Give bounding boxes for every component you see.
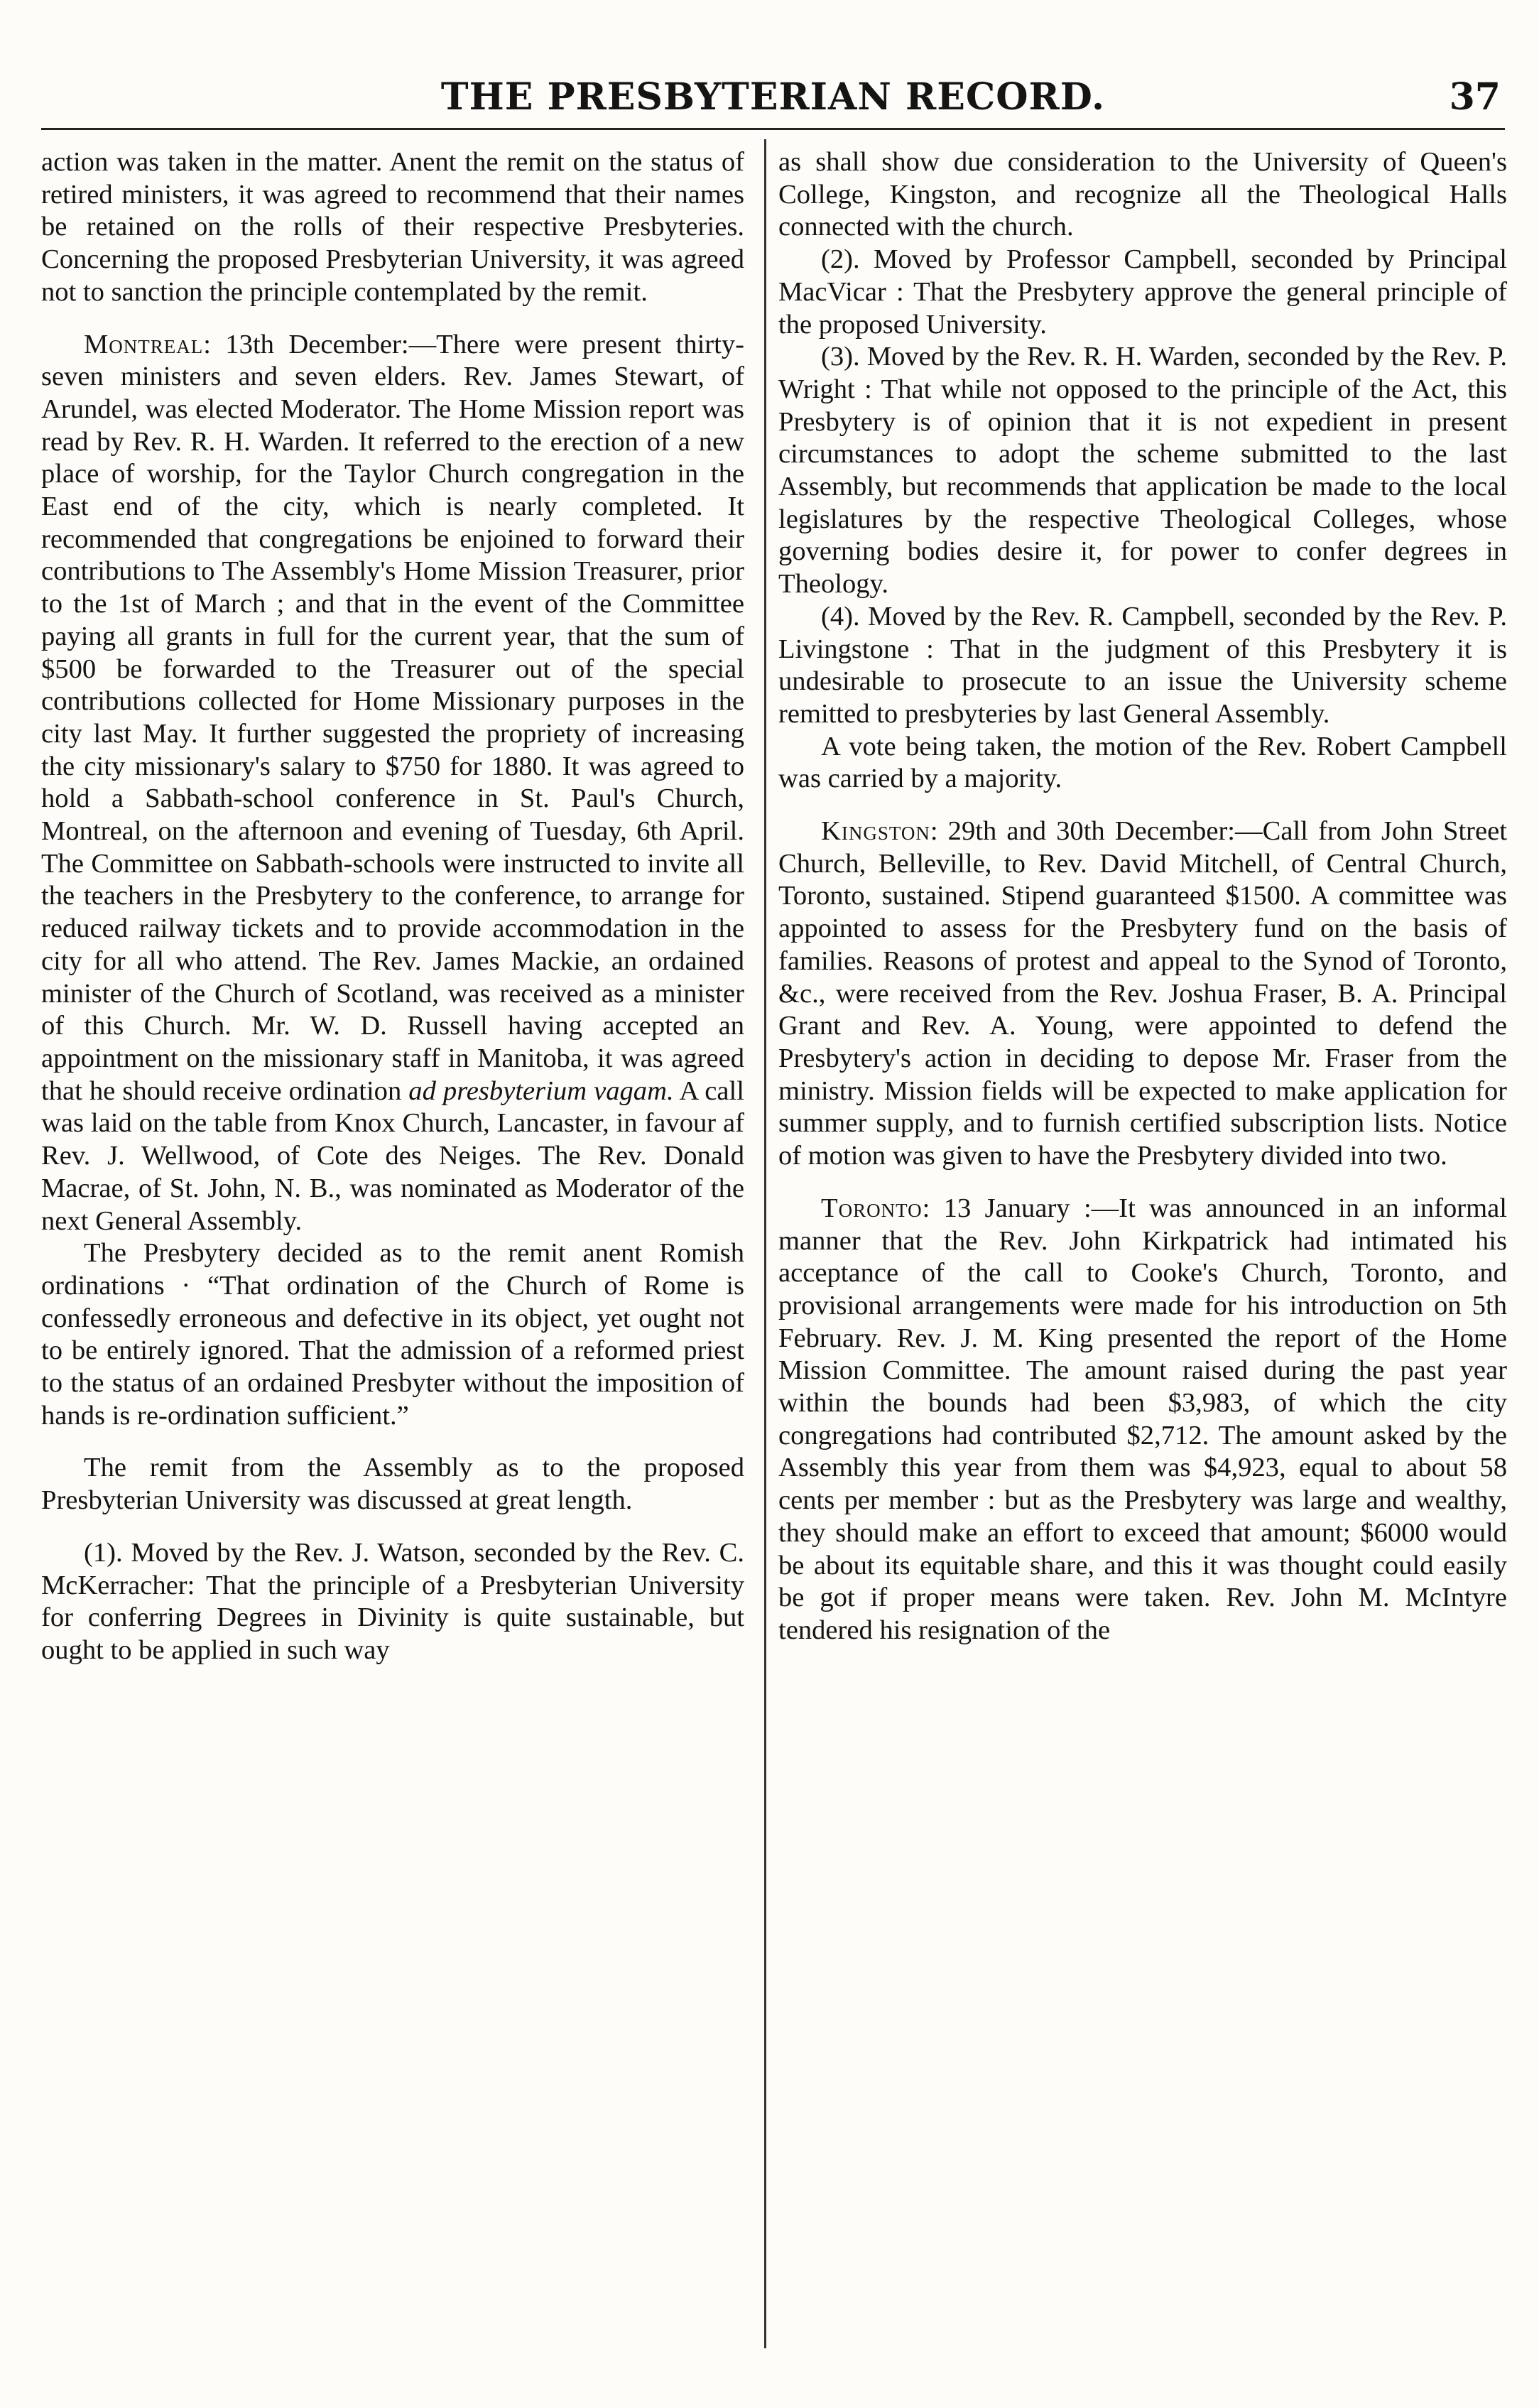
page-number: 37 xyxy=(1449,75,1501,119)
page-header xyxy=(41,71,1505,124)
presbytery-name: Montreal xyxy=(84,329,204,359)
paragraph: as shall show due consideration to the University of Queen's College, Kingston, and recognize all the Theological Halls connected with the church. xyxy=(778,147,1507,242)
paragraph: A vote being taken, the motion of the Rev. Robert Campbell was carried by a majority. xyxy=(778,731,1507,794)
paragraph: (2). Moved by Professor Campbell, seconded by Principal MacVicar : That the Presbytery approve the general principle of the proposed University. xyxy=(778,244,1507,340)
paragraph-text: : 13 January :—It was announced in an informal manner that the Rev. John Kirkpatrick had intimated his acceptance of the call to Cooke's Church, Toronto, and provisional arrangements were made for his introduction on 5th February. Rev. J. M. King presented the report of the Home Mission Committee. The amount raised during the past year within the bounds had been $3,983, of which the city congregations had contributed $2,712. The amount asked by the Assembly this year from them was $4,923, equal to about 58 cents per member : but as the Presbytery was large and wealthy, they should make an effort to exceed that amount; $6000 would be about its equitable share, and this it was thought could easily be got if proper means were taken. Rev. John M. McIntyre tendered his resignation of the xyxy=(778,1193,1507,1645)
paragraph: (3). Moved by the Rev. R. H. Warden, seconded by the Rev. P. Wright : That while not opposed to the principle of the Act, this Presbytery is of opinion that it is not expedient in present circumstances to adopt the scheme submitted to the last Assembly, but recommends that application be made to the local legislatures by the respective Theological Colleges, whose governing bodies desire it, for power to confer degrees in Theology. xyxy=(778,342,1507,600)
paragraph: action was taken in the matter. Anent the remit on the status of retired ministers, it was agreed to recommend that their names be retained on the rolls of their respective Presbyteries. Concerning the proposed Presbyterian University, it was agreed not to sanction the principle contemplated by the remit. xyxy=(41,147,744,307)
presbytery-name: Kingston xyxy=(821,816,930,847)
paragraph: The Presbytery decided as to the remit anent Romish ordinations · “That ordination of the Church of Rome is confessedly erroneous and defective in its object, yet ought not to be entirely ignored. That the admission of a reformed priest to the status of an ordained Presbyter without the imposition of hands is re-ordination sufficient.” xyxy=(41,1238,744,1431)
paragraph-text: : 29th and 30th December:—Call from John Street Church, Belleville, to Rev. David Mitchell, of Central Church, Toronto, sustained. Stipend guaranteed $1500. A committee was appointed to assess for the Presbytery fund on the basis of families. Reasons of protest and appeal to the Synod of Toronto, &c., were received from the Rev. Joshua Fraser, B. A. Principal Grant and Rev. A. Young, were appointed to defend the Presbytery's action in deciding to depose Mr. Fraser from the ministry. Mission fields will be expected to make application for summer supply, and to furnish certified subscription lists. Notice of motion was given to have the Presbytery divided into two. xyxy=(778,816,1507,1171)
presbytery-name: Toronto xyxy=(821,1193,923,1223)
paragraph-montreal xyxy=(41,329,744,1238)
right-column xyxy=(778,146,1507,2355)
paragraph-kingston xyxy=(778,815,1507,1173)
paragraph: (1). Moved by the Rev. J. Watson, seconded by the Rev. C. McKerracher: That the principle of a Presbyterian University for conferring Degrees in Divinity is quite sustainable, but ought to be applied in such way xyxy=(41,1537,744,1665)
paragraph: (4). Moved by the Rev. R. Campbell, seconded by the Rev. P. Livingstone : That in the judgment of this Presbytery it is undesirable to prosecute to an issue the University scheme remitted to presbyteries by last General Assembly. xyxy=(778,601,1507,729)
paragraph: The remit from the Assembly as to the proposed Presbyterian University was discussed at great length. xyxy=(41,1453,744,1516)
paragraph-text: : 13th December:—There were present thirty-seven ministers and seven elders. Rev. James Stewart, of Arundel, was elected Moderator. The Home Mission report was read by Rev. R. H. Warden. It referred to the erection of a new place of worship, for the Taylor Church congregation in the East end of the city, which is nearly completed. It recommended that congregations be enjoined to forward their contributions to The Assembly's Home Mission Treasurer, prior to the 1st of March ; and that in the event of the Committee paying all grants in full for the current year, that the sum of $500 be forwarded to the Treasurer out of the special contributions collected for Home Missionary purposes in the city last May. It further suggested the propriety of increasing the city missionary's salary to $750 for 1880. It was agreed to hold a Sabbath-school conference in St. Paul's Church, Montreal, on the afternoon and evening of Tuesday, 6th April. The Committee on Sabbath-schools were instructed to invite all the teachers in the Presbytery to the conference, to arrange for reduced railway tickets and to provide accommodation in the city for all who attend. The Rev. James Mackie, an ordained minister of the Church of Scotland, was received as a minister of this Church. Mr. W. D. Russell having accepted an appointment on the missionary staff in Manitoba, it was agreed that he should receive ordination xyxy=(41,329,744,1106)
paragraph-toronto xyxy=(778,1193,1507,1647)
column-divider xyxy=(764,139,766,2348)
latin-phrase: ad presbyterium vagam. xyxy=(408,1075,674,1106)
left-column xyxy=(41,146,744,2355)
paragraph-text: A call was laid on the table from Knox Church, Lancaster, in favour af Rev. J. Wellwood, of Cote des Neiges. The Rev. Donald Macrae, of St. John, N. B., was nominated as Moderator of the next General Assembly. xyxy=(41,1075,744,1236)
header-rule xyxy=(41,128,1505,130)
publication-title: THE PRESBYTERIAN RECORD. xyxy=(440,75,1106,119)
